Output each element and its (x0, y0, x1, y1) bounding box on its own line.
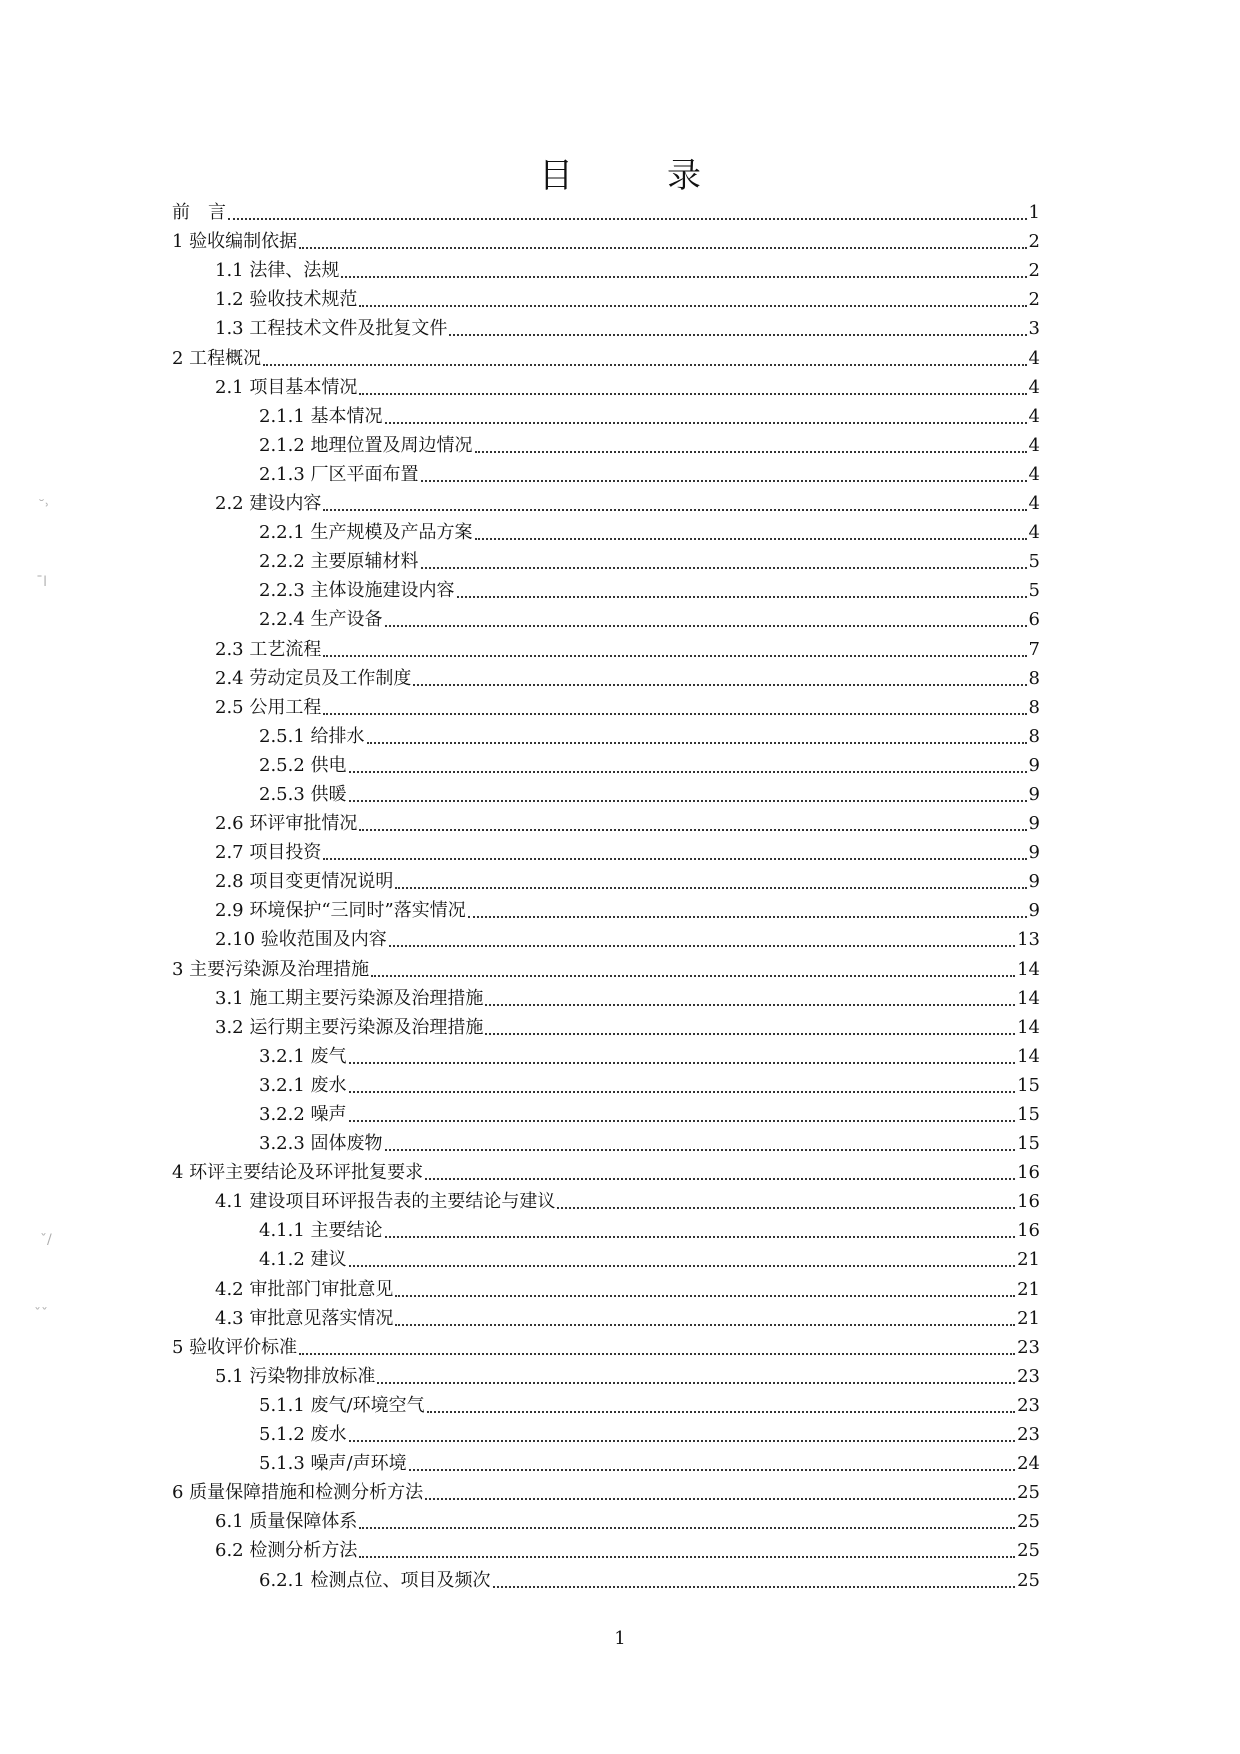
dot-leader (395, 1324, 1015, 1326)
toc-entry-label: 2 工程概况 (172, 347, 262, 369)
toc-entry (172, 806, 1040, 835)
toc-entry-page: 16 (1017, 1191, 1040, 1213)
toc-entry-label: 2.2.1 生产规模及产品方案 (259, 522, 473, 544)
toc-entry (172, 1359, 1040, 1388)
toc-entry-page: 4 (1028, 463, 1040, 485)
toc-entry-label: 6.1 质量保障体系 (215, 1511, 358, 1533)
toc-entry (172, 282, 1040, 311)
toc-entry-label: 3.2 运行期主要污染源及治理措施 (215, 1016, 484, 1038)
dot-leader (349, 800, 1027, 802)
toc-entry (172, 253, 1040, 282)
toc-entry-label: 1.1 法律、法规 (215, 260, 340, 282)
dot-leader (323, 713, 1026, 715)
toc-entry-page: 23 (1017, 1424, 1040, 1446)
dot-leader (377, 1382, 1015, 1384)
toc-entry (172, 1417, 1040, 1446)
toc-entry-label: 3.1 施工期主要污染源及治理措施 (215, 987, 484, 1009)
toc-entry (172, 340, 1040, 369)
toc-entry (172, 631, 1040, 660)
toc-entry-label: 2.1.1 基本情况 (259, 405, 383, 427)
toc-entry-page: 16 (1017, 1162, 1040, 1184)
toc-entry-page: 14 (1017, 1016, 1040, 1038)
toc-entry (172, 661, 1040, 690)
toc-entry-label: 前 言 (172, 202, 226, 224)
toc-entry-label: 5.1.1 废气/环境空气 (259, 1394, 425, 1416)
toc-entry (172, 370, 1040, 399)
toc-entry-label: 2.5 公用工程 (215, 696, 322, 718)
dot-leader (263, 364, 1026, 366)
toc-entry (172, 1155, 1040, 1184)
toc-entry-label: 5.1.3 噪声/声环境 (259, 1453, 407, 1475)
page-title: 目 录 (539, 156, 731, 196)
toc-entry-page: 23 (1017, 1336, 1040, 1358)
dot-leader (395, 1295, 1015, 1297)
toc-entry-page: 25 (1017, 1511, 1040, 1533)
dot-leader (395, 887, 1026, 889)
dot-leader (457, 596, 1027, 598)
toc-entry (172, 922, 1040, 951)
toc-entry-page: 4 (1028, 347, 1040, 369)
toc-entry (172, 486, 1040, 515)
toc-entry-label: 2.10 验收范围及内容 (215, 929, 387, 951)
toc-entry (172, 719, 1040, 748)
toc-entry (172, 1271, 1040, 1300)
toc-entry-page: 25 (1017, 1482, 1040, 1504)
toc-entry-label: 5.1 污染物排放标准 (215, 1365, 376, 1387)
toc-entry (172, 399, 1040, 428)
dot-leader (485, 1033, 1015, 1035)
toc-entry-page: 14 (1017, 987, 1040, 1009)
toc-entry-page: 5 (1028, 551, 1040, 573)
toc-entry (172, 1475, 1040, 1504)
toc-entry-label: 4.3 审批意见落实情况 (215, 1307, 394, 1329)
toc-entry-label: 2.6 环评审批情况 (215, 813, 358, 835)
dot-leader (349, 771, 1027, 773)
toc-entry (172, 864, 1040, 893)
dot-leader (468, 916, 1027, 918)
toc-entry-page: 25 (1017, 1540, 1040, 1562)
toc-entry-label: 4.1.2 建议 (259, 1249, 347, 1271)
toc-entry-label: 2.2 建设内容 (215, 493, 322, 515)
toc-entry-page: 9 (1028, 900, 1040, 922)
toc-entry-page: 21 (1017, 1307, 1040, 1329)
page-number: 1 (614, 1628, 626, 1649)
toc-entry (172, 1097, 1040, 1126)
toc-entry-page: 13 (1017, 929, 1040, 951)
dot-leader (323, 655, 1026, 657)
toc-entry-page: 14 (1017, 1045, 1040, 1067)
dot-leader (409, 1469, 1016, 1471)
toc-entry-page: 21 (1017, 1249, 1040, 1271)
toc-entry (172, 1213, 1040, 1242)
toc-entry-page: 8 (1028, 725, 1040, 747)
toc-entry-label: 3 主要污染源及治理措施 (172, 958, 370, 980)
dot-leader (493, 1586, 1016, 1588)
dot-leader (385, 422, 1027, 424)
toc-entry-page: 4 (1028, 376, 1040, 398)
dot-leader (425, 1178, 1015, 1180)
toc-entry (172, 1068, 1040, 1097)
toc-entry-label: 3.2.2 噪声 (259, 1104, 347, 1125)
toc-entry (172, 311, 1040, 340)
dot-leader (349, 1062, 1016, 1064)
toc-entry-label: 3.2.1 废水 (259, 1074, 347, 1096)
toc-entry-label: 1.3 工程技术文件及批复文件 (215, 318, 448, 340)
toc-entry-page: 2 (1028, 231, 1040, 253)
toc-entry-page: 16 (1017, 1220, 1040, 1242)
scan-artifact: ˘˒ (38, 498, 50, 514)
toc-entry (172, 573, 1040, 602)
toc-entry-page: 5 (1028, 580, 1040, 602)
toc-entry (172, 457, 1040, 486)
toc-entry-page: 15 (1017, 1074, 1040, 1096)
toc-entry-page: 15 (1017, 1133, 1040, 1155)
toc-entry-page: 9 (1028, 871, 1040, 893)
dot-leader (421, 567, 1027, 569)
dot-leader (367, 742, 1027, 744)
toc-entry-page: 4 (1028, 493, 1040, 515)
toc-entry (172, 195, 1040, 224)
toc-entry-page: 2 (1028, 289, 1040, 311)
dot-leader (323, 509, 1026, 511)
dot-leader (228, 218, 1027, 220)
toc-entry-label: 3.2.3 固体废物 (259, 1133, 383, 1155)
toc-entry-label: 6 质量保障措施和检测分析方法 (172, 1482, 424, 1504)
dot-leader (475, 538, 1027, 540)
toc-entry-label: 2.5.1 给排水 (259, 725, 365, 747)
toc-entry-label: 6.2.1 检测点位、项目及频次 (259, 1569, 491, 1591)
dot-leader (359, 1556, 1015, 1558)
scan-artifact: ˇ/ (40, 1232, 52, 1248)
dot-leader (359, 305, 1026, 307)
dot-leader (449, 334, 1026, 336)
toc-entry-page: 23 (1017, 1365, 1040, 1387)
toc-entry (172, 951, 1040, 980)
toc-entry-page: 23 (1017, 1394, 1040, 1416)
toc-entry-page: 9 (1028, 783, 1040, 805)
toc-entry (172, 544, 1040, 573)
toc-entry-page: 15 (1017, 1104, 1040, 1125)
toc-entry-label: 4 环评主要结论及环评批复要求 (172, 1162, 424, 1184)
toc-entry-label: 2.1 项目基本情况 (215, 376, 358, 398)
toc-entry-page: 9 (1028, 754, 1040, 776)
scan-artifact: ˉǀ (36, 574, 48, 590)
dot-leader (359, 393, 1026, 395)
dot-leader (425, 1498, 1015, 1500)
dot-leader (389, 945, 1015, 947)
toc-entry-page: 8 (1028, 667, 1040, 689)
toc-entry-label: 2.8 项目变更情况说明 (215, 871, 394, 893)
toc-entry-label: 5.1.2 废水 (259, 1424, 347, 1446)
toc-entry (172, 1301, 1040, 1330)
toc-entry-page: 9 (1028, 842, 1040, 864)
toc-entry-page: 3 (1028, 318, 1040, 340)
scan-artifact: ˇˇ (34, 1306, 48, 1322)
toc-entry (172, 1242, 1040, 1271)
dot-leader (385, 1236, 1016, 1238)
toc-entry (172, 1126, 1040, 1155)
dot-leader (557, 1207, 1015, 1209)
toc-entry (172, 602, 1040, 631)
dot-leader (349, 1120, 1016, 1122)
toc-entry-label: 2.7 项目投资 (215, 842, 322, 864)
table-of-contents (172, 195, 1040, 1592)
toc-entry-page: 4 (1028, 434, 1040, 456)
toc-entry-label: 2.5.3 供暖 (259, 783, 347, 805)
toc-entry-label: 2.1.2 地理位置及周边情况 (259, 434, 473, 456)
toc-entry-label: 1 验收编制依据 (172, 231, 298, 253)
toc-entry (172, 515, 1040, 544)
toc-entry (172, 777, 1040, 806)
toc-entry (172, 1562, 1040, 1591)
toc-entry-page: 8 (1028, 696, 1040, 718)
toc-entry-label: 4.1 建设项目环评报告表的主要结论与建议 (215, 1191, 556, 1213)
dot-leader (349, 1440, 1016, 1442)
toc-entry-page: 4 (1028, 405, 1040, 427)
dot-leader (475, 451, 1027, 453)
toc-entry-label: 2.1.3 厂区平面布置 (259, 463, 419, 485)
dot-leader (413, 684, 1026, 686)
toc-entry (172, 1533, 1040, 1562)
dot-leader (323, 858, 1026, 860)
toc-entry-label: 2.2.3 主体设施建设内容 (259, 580, 455, 602)
dot-leader (427, 1411, 1016, 1413)
dot-leader (359, 1527, 1015, 1529)
dot-leader (421, 480, 1027, 482)
dot-leader (485, 1004, 1015, 1006)
dot-leader (371, 975, 1015, 977)
toc-entry-page: 14 (1017, 958, 1040, 980)
toc-entry (172, 1504, 1040, 1533)
toc-entry-label: 2.2.4 生产设备 (259, 609, 383, 631)
toc-entry (172, 981, 1040, 1010)
toc-entry-label: 2.3 工艺流程 (215, 638, 322, 660)
dot-leader (385, 1149, 1016, 1151)
toc-entry-page: 7 (1028, 638, 1040, 660)
toc-entry-label: 2.2.2 主要原辅材料 (259, 551, 419, 573)
dot-leader (299, 247, 1026, 249)
toc-entry-label: 3.2.1 废气 (259, 1045, 347, 1067)
toc-entry (172, 1039, 1040, 1068)
toc-entry-label: 2.9 环境保护“三同时”落实情况 (215, 900, 466, 922)
dot-leader (299, 1353, 1015, 1355)
toc-entry-label: 4.2 审批部门审批意见 (215, 1278, 394, 1300)
toc-entry (172, 893, 1040, 922)
toc-entry-label: 5 验收评价标准 (172, 1336, 298, 1358)
toc-entry-page: 21 (1017, 1278, 1040, 1300)
toc-entry (172, 1330, 1040, 1359)
toc-entry-page: 9 (1028, 813, 1040, 835)
toc-entry (172, 428, 1040, 457)
toc-entry-page: 6 (1028, 609, 1040, 631)
toc-entry-label: 4.1.1 主要结论 (259, 1220, 383, 1242)
toc-entry (172, 748, 1040, 777)
toc-entry-page: 4 (1028, 522, 1040, 544)
toc-entry-page: 1 (1028, 202, 1040, 224)
dot-leader (349, 1265, 1016, 1267)
toc-entry (172, 1446, 1040, 1475)
toc-entry-page: 24 (1017, 1453, 1040, 1475)
toc-entry (172, 1388, 1040, 1417)
dot-leader (385, 625, 1027, 627)
toc-entry-label: 2.4 劳动定员及工作制度 (215, 667, 412, 689)
toc-entry-page: 25 (1017, 1569, 1040, 1591)
toc-entry (172, 224, 1040, 253)
toc-entry-page: 2 (1028, 260, 1040, 282)
toc-entry-label: 1.2 验收技术规范 (215, 289, 358, 311)
toc-entry (172, 835, 1040, 864)
toc-entry (172, 1010, 1040, 1039)
toc-entry-label: 6.2 检测分析方法 (215, 1540, 358, 1562)
dot-leader (349, 1091, 1016, 1093)
toc-entry (172, 690, 1040, 719)
toc-entry (172, 1184, 1040, 1213)
dot-leader (359, 829, 1026, 831)
toc-entry-label: 2.5.2 供电 (259, 754, 347, 776)
dot-leader (341, 276, 1026, 278)
